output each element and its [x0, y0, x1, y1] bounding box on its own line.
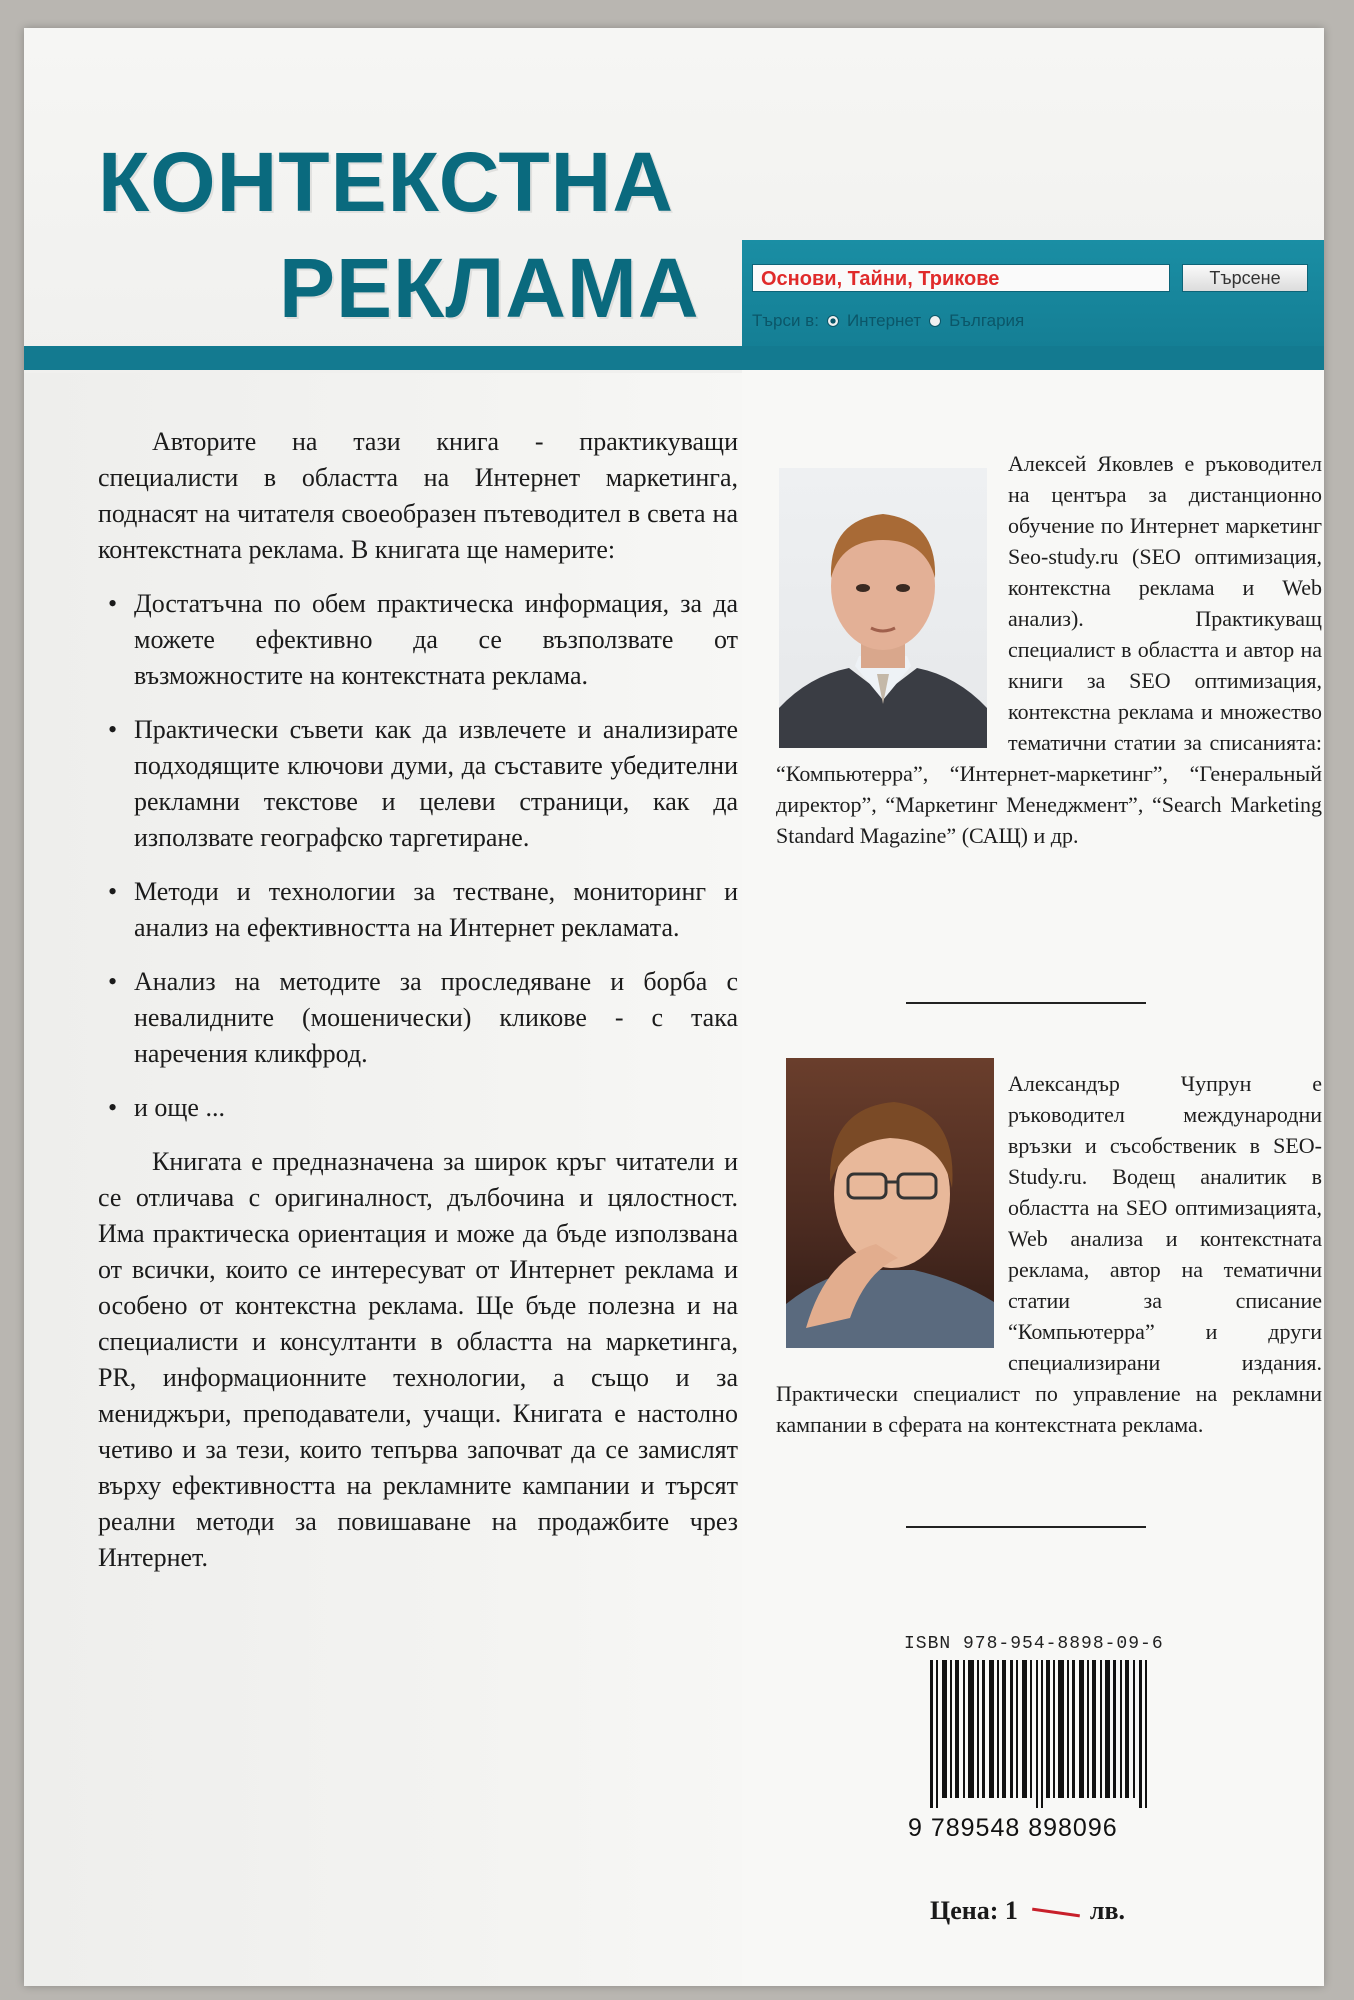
price	[930, 1896, 1125, 1926]
separator-line	[906, 1002, 1146, 1004]
search-options	[752, 310, 1024, 332]
list-item: • Анализ на методите за проследяване и борба с невалидните (мошенически) кликове - с така наречения кликфрод.	[98, 964, 738, 1072]
back-cover	[24, 28, 1324, 1986]
isbn-label: ISBN 978-954-8898-09-6	[904, 1634, 1164, 1654]
list-item: • Методи и технологии за тестване, мониторинг и анализ на ефективността на Интернет рекламата.	[98, 874, 738, 946]
list-item: • и още ...	[98, 1090, 738, 1126]
description-text	[98, 424, 738, 1594]
author-2-portrait-icon	[786, 1058, 994, 1348]
closing-paragraph: Книгата е предназначена за широк кръг читатели и се отличава с оригиналност, дълбочина и цялостност. Има практическа ориентация и може да бъде използвана от всички, които се интересуват от Интернет реклама и особено от контекстна реклама. Ще бъде полезна и на специалисти и консултанти в областта на маркетинга, PR, информационните технологии, а също и за мениджъри, преподаватели, учащи. Книгата е настолно четиво и за тези, които тепърва започват да се замислят върху ефективността на рекламните кампании и търсят реални методи за повишаване на продажбите чрез Интернет.	[98, 1147, 738, 1572]
search-input: Основи, Тайни, Трикове	[752, 264, 1170, 292]
search-button: Търсене	[1182, 264, 1308, 292]
red-mark-icon	[1032, 1908, 1080, 1918]
author-2-bio: Александър Чупрун е ръководител международни връзки и съсобственик в SEO-Study.ru. Водещ аналитик в областта на SEO оптимизацията, Web анализа и контекстната реклама, автор на тематични статии за списание “Компьютерра” и други специализирани издания. Практически специалист по управление на рекламни кампании в сферата на контекстната реклама.	[776, 1071, 1322, 1437]
title-line-2: РЕКЛАМА	[279, 241, 700, 335]
price-label: Цена:	[930, 1896, 999, 1925]
title-line-1: КОНТЕКСТНА	[98, 135, 674, 229]
radio-selected-icon	[827, 315, 839, 327]
price-prefix: 1	[1004, 1896, 1018, 1925]
price-obscured	[1018, 1901, 1090, 1925]
header-bar	[24, 346, 1324, 370]
intro-paragraph: Авторите на тази книга - практикуващи специалисти в областта на Интернет маркетинга, поднасят на читателя своеобразен пътеводител в света на контекстната реклама. В книгата ще намерите:	[98, 427, 738, 564]
barcode-digits: 9 789548 898096	[908, 1814, 1118, 1842]
separator-line	[906, 1526, 1146, 1528]
radio-unselected-icon	[929, 315, 941, 327]
price-suffix: лв.	[1089, 1896, 1126, 1925]
option-internet: Интернет	[846, 311, 922, 330]
feature-list	[98, 586, 738, 1126]
option-bulgaria: България	[949, 311, 1025, 330]
search-in-label: Търси в:	[752, 311, 819, 330]
author-1-portrait-icon	[779, 468, 987, 748]
author-1-photo	[779, 468, 987, 748]
author-2-photo	[786, 1058, 994, 1348]
list-item: • Практически съвети как да извлечете и анализирате подходящите ключови думи, да съставите убедителни рекламни текстове и целеви страници, как да използвате географско таргетиране.	[98, 712, 738, 856]
list-item: • Достатъчна по обем практическа информация, за да можете ефективно да се възползвате от възможностите на контекстната реклама.	[98, 586, 738, 694]
author-1-bio: Алексей Яковлев е ръководител на центъра за дистанционно обучение по Интернет маркетинг Seo-study.ru (SEO оптимизация, контекстна реклама и Web анализ). Практикуващ специалист в областта и автор на книги за SEO оптимизация, контекстна реклама и множество тематични статии за списанията: “Компьютерра”, “Интернет-маркетинг”, “Генеральный директор”, “Маркетинг Менеджмент”, “Search Marketing Standard Magazine” (САЩ) и др.	[776, 451, 1322, 848]
barcode-icon	[930, 1660, 1150, 1808]
